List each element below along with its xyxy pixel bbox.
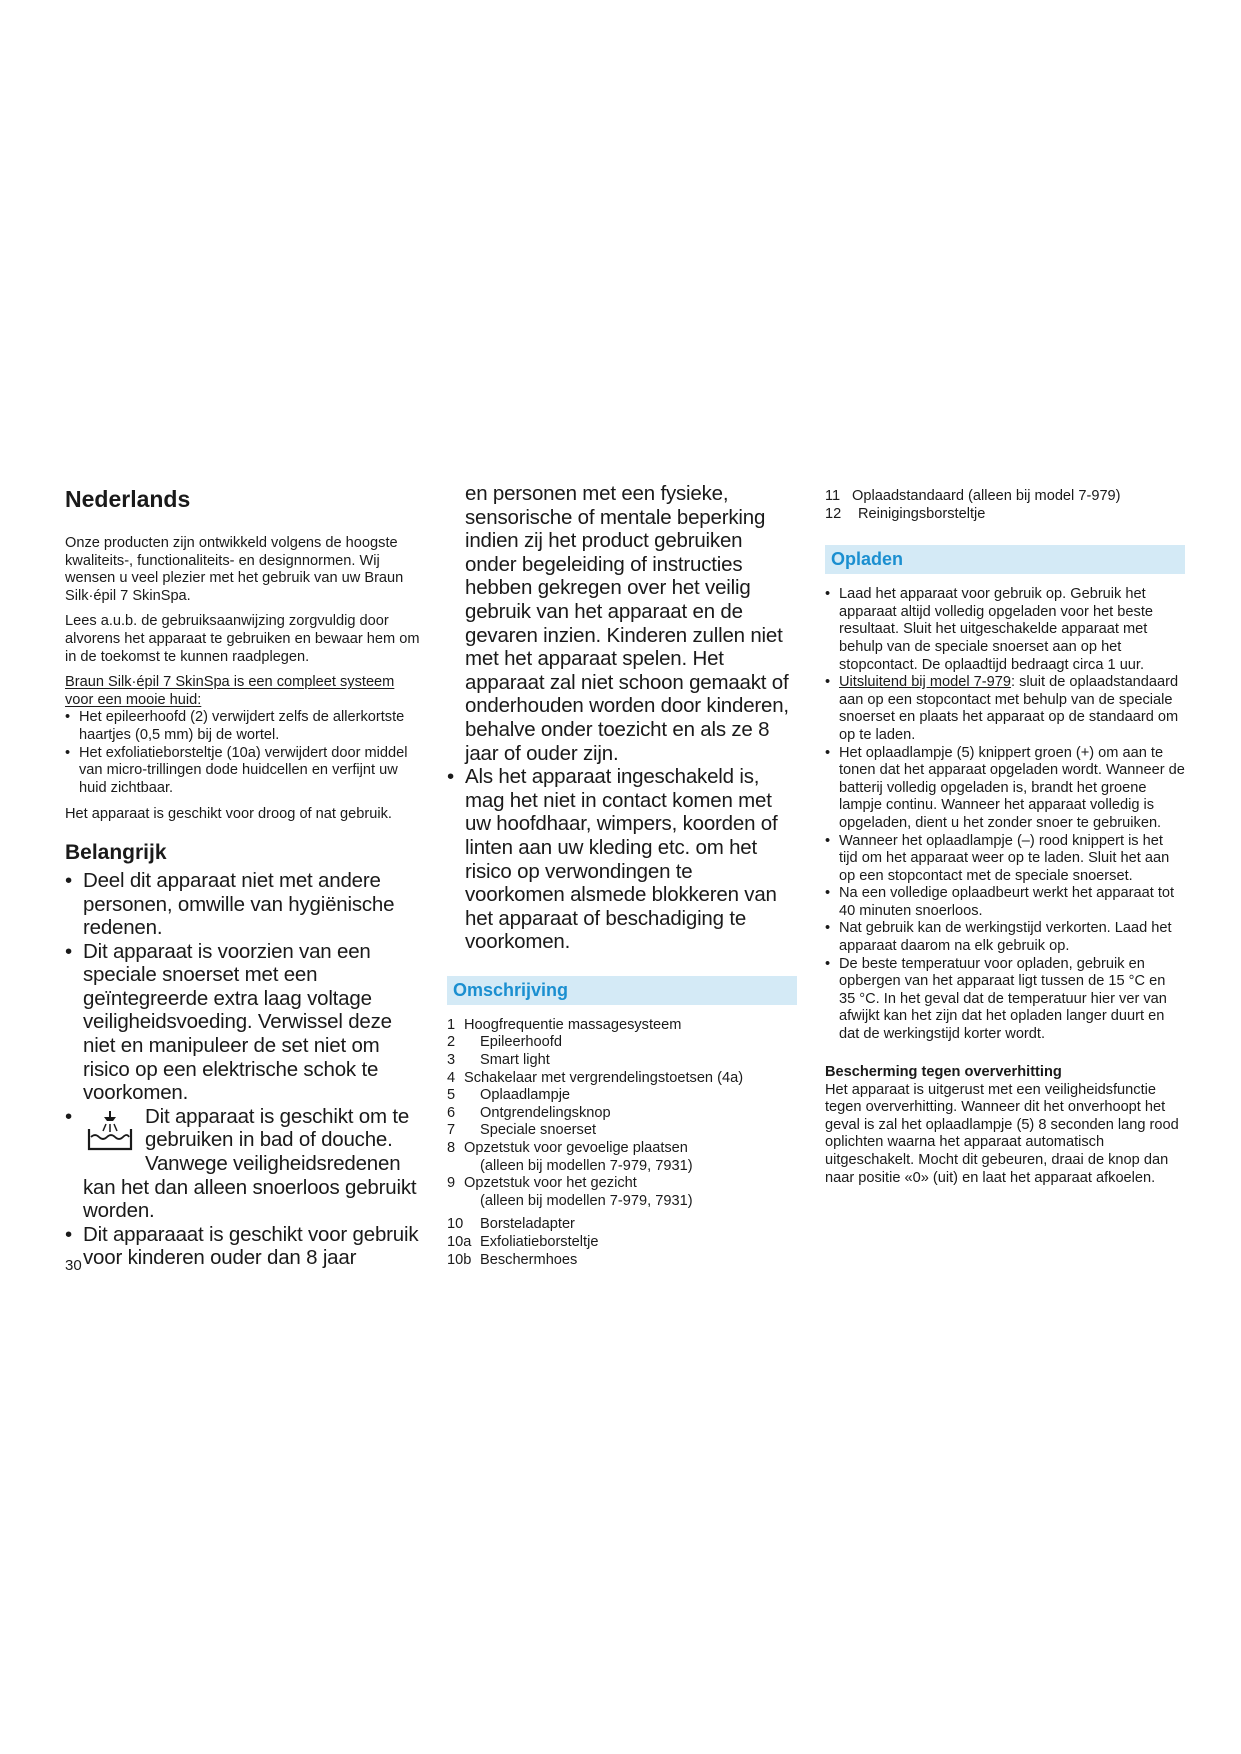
parts-table-2 — [447, 1216, 598, 1269]
contact-list — [447, 765, 797, 954]
page-title: Nederlands — [65, 486, 191, 512]
model-only-label: Uitsluitend bij model 7-979 — [839, 674, 1011, 691]
column-left — [65, 486, 425, 1270]
list-item: • Nat gebruik kan de werkingstijd verkorten. Laad het apparaat daarom na elk gebruik op. — [825, 920, 1185, 955]
charging-list — [825, 586, 1185, 1043]
list-item: • Wanneer het oplaadlampje (–) rood knippert is het tijd om het apparaat weer op te laden. Sluit het aan op een stopcontact met de speciale snoerset. — [825, 833, 1185, 886]
bath-shower-icon — [83, 1107, 135, 1153]
overheat-paragraph: Het apparaat is uitgerust met een veiligheidsfunctie tegen oververhitting. Wanneer dit het onverhoopt het geval is zal het oplaadlampje (5) 8 seconden lang rood oplichten waarna het apparaat automatisch uitgeschakelt. Mocht dit gebeuren, draai de knop dan naar positie «0» (uit) en laat het apparaat afkoelen. — [825, 1081, 1179, 1186]
table-row: 1 Hoogfrequentie massagesysteem — [447, 1016, 682, 1033]
charging-section-heading: Opladen — [825, 545, 1185, 574]
system-title: Braun Silk·épil 7 SkinSpa is een compleet systeem voor een mooie huid: — [65, 674, 395, 708]
list-item: • Het exfoliatieborsteltje (10a) verwijdert door middel van micro-trillingen dode huidcellen en verfijnt uw huid zichtbaar. — [65, 745, 425, 798]
table-row: 6 Ontgrendelingsknop — [447, 1104, 611, 1121]
list-item: • Het oplaadlampje (5) knippert groen (+) om aan te tonen dat het apparaat opgeladen wordt. Wanneer de batterij volledig opgeladen is, brandt het groene lampje continu. Wanneer het apparaat volledig is opgeladen, dient u het zonder snoer te gebruiken. — [825, 745, 1185, 833]
table-row: (alleen bij modellen 7-979, 7931) — [480, 1157, 693, 1174]
list-item: • Als het apparaat ingeschakeld is, mag het niet in contact komen met uw hoofdhaar, wimpers, koorden of linten aan uw kleding etc. om het risico op verwondingen te voorkomen alsmede blokkeren van het apparaat of beschadiging te voorkomen. — [447, 765, 797, 954]
table-row: 8 Opzetstuk voor gevoelige plaatsen — [447, 1140, 688, 1157]
table-row: 3 Smart light — [447, 1052, 550, 1069]
parts-table-3 — [825, 488, 1121, 523]
table-row: 9 Opzetstuk voor het gezicht — [447, 1175, 637, 1192]
instructions-paragraph: Lees a.u.b. de gebruiksaanwijzing zorgvuldig door alvorens het apparaat te gebruiken en bewaar hem om in de toekomst te kunnen raadplegen. — [65, 613, 420, 665]
table-row: 5 Oplaadlampje — [447, 1087, 571, 1104]
table-row: 12 Reinigingsborsteltje — [825, 505, 986, 522]
bath-text: • Dit apparaat is geschikt om te gebruiken in bad of douche. Vanwege veiligheidsredenen kan het dan alleen snoerloos gebruikt worden. — [83, 1104, 417, 1223]
table-row: 2 Epileerhoofd — [447, 1034, 562, 1051]
list-item: • Het epileerhoofd (2) verwijdert zelfs de allerkortste haartjes (0,5 mm) bij de wortel. — [65, 709, 425, 744]
table-row: 7 Speciale snoerset — [447, 1122, 597, 1139]
list-item — [825, 674, 1185, 744]
system-list — [65, 709, 425, 797]
list-item: • Deel dit apparaat niet met andere personen, omwille van hygiënische redenen. — [65, 869, 425, 940]
usage-paragraph: Het apparaat is geschikt voor droog of nat gebruik. — [65, 806, 392, 823]
intro-paragraph: Onze producten zijn ontwikkeld volgens de hoogste kwaliteits-, functionaliteits- en designnormen. Wij wensen u veel plezier met het gebruik van uw Braun Silk·épil 7 SkinSpa. — [65, 535, 404, 604]
table-row: 10a Exfoliatieborsteltje — [447, 1234, 599, 1250]
list-item: • Laad het apparaat voor gebruik op. Gebruik het apparaat altijd volledig opgeladen voor het beste resultaat. Sluit het uitgeschakelde apparaat met behulp van de speciale snoerset aan op het stopcontact. De oplaadtijd bedraagt circa 1 uur. — [825, 586, 1185, 674]
list-item: • Dit apparaaat is geschikt voor gebruik voor kinderen ouder dan 8 jaar — [65, 1223, 425, 1270]
table-row: (alleen bij modellen 7-979, 7931) — [480, 1192, 693, 1209]
continuation-paragraph: en personen met een fysieke, sensorische of mentale beperking indien zij het product gebruiken onder begeleiding of instructies hebben gekregen over het veilig gebruik van het apparaat en de gevaren inzien. Kinderen zullen niet met het apparaat spelen. Het apparaat zal niet schoon gemaakt of onderhouden worden door kinderen, behalve onder toezicht en als ze 8 jaar of ouder zijn. — [465, 482, 789, 765]
table-row: 4 Schakelaar met vergrendelingstoetsen (4a) — [447, 1069, 744, 1086]
page-number: 30 — [65, 1257, 82, 1274]
bath-list-item — [65, 1105, 425, 1223]
description-section-heading: Omschrijving — [447, 976, 797, 1005]
table-row: 10b Beschermhoes — [447, 1251, 578, 1268]
model-only-text: : sluit de oplaadstandaard aan op een stopcontact met behulp van de speciale snoerset en plaats het apparaat op de standaard om op te laden. — [839, 674, 1179, 743]
table-row: 11 Oplaadstandaard (alleen bij model 7-979) — [825, 488, 1121, 504]
table-row: 10 Borsteladapter — [447, 1216, 575, 1233]
list-item: • Dit apparaat is voorzien van een speciale snoerset met een geïntegreerde extra laag voltage veiligheidsvoeding. Verwissel deze niet en manipuleer de set niet om risico op een elektrische schok te voorkomen. — [65, 940, 425, 1105]
list-item: • De beste temperatuur voor opladen, gebruik en opbergen van het apparaat ligt tussen de 15 °C en 35 °C. In het geval dat de temperatuur hier ver van afwijkt kan het zijn dat het opladen langer duurt en dat de werkingstijd korter wordt. — [825, 956, 1185, 1044]
important-list — [65, 869, 425, 1270]
overheat-heading: Bescherming tegen oververhitting — [825, 1063, 1062, 1080]
important-heading: Belangrijk — [65, 840, 167, 864]
column-middle — [447, 482, 797, 1269]
list-item: • Na een volledige oplaadbeurt werkt het apparaat tot 40 minuten snoerloos. — [825, 885, 1185, 920]
parts-table — [447, 1017, 743, 1211]
column-right — [825, 488, 1185, 1195]
